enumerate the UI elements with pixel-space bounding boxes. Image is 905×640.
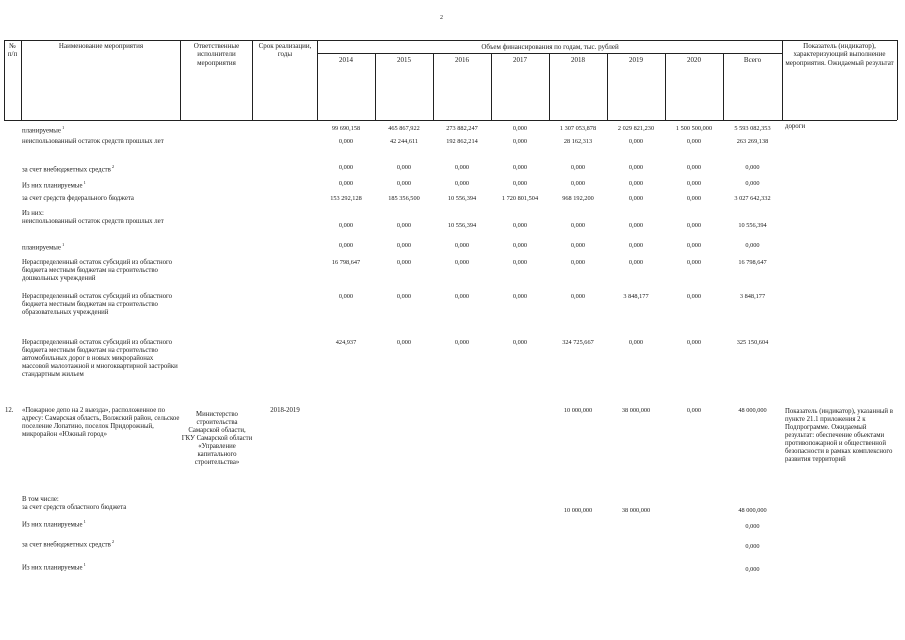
cell-value: 0,000 xyxy=(628,259,644,266)
header-year: 2019 xyxy=(629,56,643,64)
cell-value: 0,000 xyxy=(686,339,702,346)
cell-value: 0,000 xyxy=(686,195,702,202)
cell-value: 0,000 xyxy=(686,164,702,171)
cell-value: 0,000 xyxy=(570,293,586,300)
cell-value: 0,000 xyxy=(396,164,412,171)
row-label: за счет средств федерального бюджета xyxy=(22,195,134,202)
cell-value: 0,000 xyxy=(628,242,644,249)
header-year: 2020 xyxy=(687,56,701,64)
cell-value: 0,000 xyxy=(338,180,354,187)
cell-value: 0,000 xyxy=(570,222,586,229)
header-no: № п/п xyxy=(7,42,18,59)
row-label: планируемые $^1$ xyxy=(22,125,65,135)
item-12-value-total: 48 000,000 xyxy=(738,407,767,414)
item-12-value-2019: 38 000,000 xyxy=(621,407,651,414)
row-label: за счет внебюджетных средств $^2$ xyxy=(22,539,115,549)
row-label: Нераспределенный остаток субсидий из областного бюджета местным бюджетам на строительство образовательных учреждений xyxy=(22,293,173,317)
cell-value: 0,000 xyxy=(628,339,644,346)
cell-value: 0,000 xyxy=(745,543,760,550)
cell-value: 48 000,000 xyxy=(738,507,767,514)
cell-value: 273 882,247 xyxy=(446,125,478,132)
cell-value: 0,000 xyxy=(745,180,760,187)
cell-value: 16 798,647 xyxy=(331,259,361,266)
footnote-mark: 1 xyxy=(60,125,65,130)
cell-value: 0,000 xyxy=(628,138,644,145)
road-note: дороги xyxy=(785,123,806,130)
cell-value: 0,000 xyxy=(628,195,644,202)
cell-value: 1 307 053,878 xyxy=(559,125,597,132)
cell-value: 0,000 xyxy=(512,339,528,346)
header-funding: Объем финансирования по годам, тыс. рублей xyxy=(481,43,619,51)
row-label: Из них планируемые $^1$ xyxy=(22,180,86,190)
cell-value: 0,000 xyxy=(454,259,470,266)
cell-value: 0,000 xyxy=(454,242,470,249)
row-label: В том числе: за счет средств областного бюджета xyxy=(22,496,127,512)
cell-value: 0,000 xyxy=(338,242,354,249)
cell-value: 1 720 801,504 xyxy=(501,195,539,202)
cell-value: 5 593 082,353 xyxy=(734,125,771,132)
cell-value: 16 798,647 xyxy=(738,259,767,266)
cell-value: 0,000 xyxy=(570,259,586,266)
cell-value: 0,000 xyxy=(686,222,702,229)
cell-value: 0,000 xyxy=(628,164,644,171)
row-label: планируемые $^1$ xyxy=(22,242,65,252)
cell-value: 99 690,158 xyxy=(331,125,361,132)
header-year: 2014 xyxy=(339,56,353,64)
item-12-value-2018: 10 000,000 xyxy=(563,407,593,414)
cell-value: 0,000 xyxy=(512,242,528,249)
cell-value: 0,000 xyxy=(396,222,412,229)
cell-value: 42 244,611 xyxy=(389,138,419,145)
header-name: Наименование мероприятия xyxy=(58,42,144,50)
cell-value: 28 162,313 xyxy=(563,138,593,145)
cell-value: 0,000 xyxy=(338,222,354,229)
cell-value: 968 192,200 xyxy=(562,195,594,202)
footnote-mark: 1 xyxy=(82,180,86,185)
item-12-period: 2018-2019 xyxy=(270,407,300,414)
cell-value: 0,000 xyxy=(512,293,528,300)
cell-value: 153 292,128 xyxy=(330,195,362,202)
header-indicator: Показатель (индикатор), характеризующий выполнение мероприятия. Ожидаемый результат xyxy=(785,42,894,67)
cell-value: 0,000 xyxy=(745,523,760,530)
cell-value: 0,000 xyxy=(570,180,586,187)
cell-value: 0,000 xyxy=(396,293,412,300)
cell-value: 0,000 xyxy=(628,222,644,229)
cell-value: 0,000 xyxy=(628,180,644,187)
cell-value: 324 725,667 xyxy=(562,339,594,346)
row-label: Из них планируемые $^1$ xyxy=(22,519,86,529)
cell-value: 0,000 xyxy=(512,164,528,171)
cell-value: 3 848,177 xyxy=(623,293,649,300)
cell-value: 0,000 xyxy=(512,125,528,132)
cell-value: 0,000 xyxy=(686,180,702,187)
cell-value: 0,000 xyxy=(396,180,412,187)
cell-value: 325 150,604 xyxy=(736,339,769,346)
cell-value: 0,000 xyxy=(396,242,412,249)
header-year: Всего xyxy=(743,56,762,64)
cell-value: 0,000 xyxy=(745,566,760,573)
cell-value: 0,000 xyxy=(686,138,702,145)
cell-value: 0,000 xyxy=(512,259,528,266)
cell-value: 3 848,177 xyxy=(739,293,766,300)
page-number: 2 xyxy=(440,15,443,21)
cell-value: 0,000 xyxy=(745,242,760,249)
cell-value: 424,937 xyxy=(335,339,357,346)
cell-value: 10 556,394 xyxy=(738,222,767,229)
footnote-mark: 2 xyxy=(110,539,115,544)
header-year: 2016 xyxy=(455,56,469,64)
cell-value: 0,000 xyxy=(454,180,470,187)
cell-value: 1 500 500,000 xyxy=(675,125,713,132)
cell-value: 3 027 642,332 xyxy=(734,195,771,202)
cell-value: 0,000 xyxy=(512,138,528,145)
header-period: Срок реализации, годы xyxy=(258,42,312,59)
cell-value: 0,000 xyxy=(338,164,354,171)
row-label: Из них: неиспользованный остаток средств прошлых лет xyxy=(22,210,164,226)
item-12-value-2020: 0,000 xyxy=(686,407,702,414)
cell-value: 2 029 821,230 xyxy=(617,125,655,132)
header-executor: Ответственные исполнители мероприятия xyxy=(193,42,240,67)
header-year: 2015 xyxy=(397,56,411,64)
cell-value: 465 867,922 xyxy=(388,125,420,132)
item-12-executor: Министерство строительства Самарской области, ГКУ Самарской области «Управление капитального строительства» xyxy=(181,411,253,467)
cell-value: 0,000 xyxy=(454,164,470,171)
footnote-mark: 1 xyxy=(82,562,86,567)
cell-value: 0,000 xyxy=(338,138,354,145)
row-label: Нераспределенный остаток субсидий из областного бюджета местным бюджетам на строительство дошкольных учреждений xyxy=(22,259,173,283)
cell-value: 10 000,000 xyxy=(563,507,593,514)
cell-value: 0,000 xyxy=(512,222,528,229)
footnote-mark: 1 xyxy=(60,242,65,247)
item-12-name: «Пожарное депо на 2 выезда», расположенное по адресу: Самарская область, Волжский район, сельское поселение Лопатино, поселок Придорожный, микрорайон «Южный город» xyxy=(22,407,180,439)
cell-value: 0,000 xyxy=(396,339,412,346)
cell-value: 38 000,000 xyxy=(621,507,651,514)
item-12-number: 12. xyxy=(5,407,14,414)
cell-value: 0,000 xyxy=(686,242,702,249)
footnote-mark: 1 xyxy=(82,519,86,524)
cell-value: 0,000 xyxy=(454,339,470,346)
cell-value: 0,000 xyxy=(570,164,586,171)
header-year: 2018 xyxy=(571,56,585,64)
cell-value: 0,000 xyxy=(512,180,528,187)
cell-value: 0,000 xyxy=(570,242,586,249)
footnote-mark: 2 xyxy=(110,164,115,169)
cell-value: 0,000 xyxy=(686,259,702,266)
cell-value: 0,000 xyxy=(396,259,412,266)
row-label: неиспользованный остаток средств прошлых лет xyxy=(22,138,164,145)
item-12-indicator: Показатель (индикатор), указанный в пункте 21.1 приложения 2 к Подпрограмме. Ожидаемый результат: обеспечение объектами противопожарной и общественной безопасности в рамках комплексного развития территорий xyxy=(785,408,893,464)
header-year: 2017 xyxy=(513,56,527,64)
cell-value: 185 356,500 xyxy=(388,195,420,202)
cell-value: 10 556,394 xyxy=(447,222,477,229)
cell-value: 0,000 xyxy=(454,293,470,300)
row-label: Нераспределенный остаток субсидий из областного бюджета местным бюджетам на строительство автомобильных дорог в новых микрорайонах массовой малоэтажной и многоквартирной застройки стандартным жильем xyxy=(22,339,178,379)
cell-value: 263 269,138 xyxy=(736,138,769,145)
cell-value: 0,000 xyxy=(338,293,354,300)
cell-value: 10 556,394 xyxy=(447,195,477,202)
row-label: Из них планируемые $^1$ xyxy=(22,562,86,572)
cell-value: 0,000 xyxy=(745,164,760,171)
cell-value: 0,000 xyxy=(686,293,702,300)
row-label: за счет внебюджетных средств $^2$ xyxy=(22,164,115,174)
cell-value: 192 862,214 xyxy=(446,138,478,145)
